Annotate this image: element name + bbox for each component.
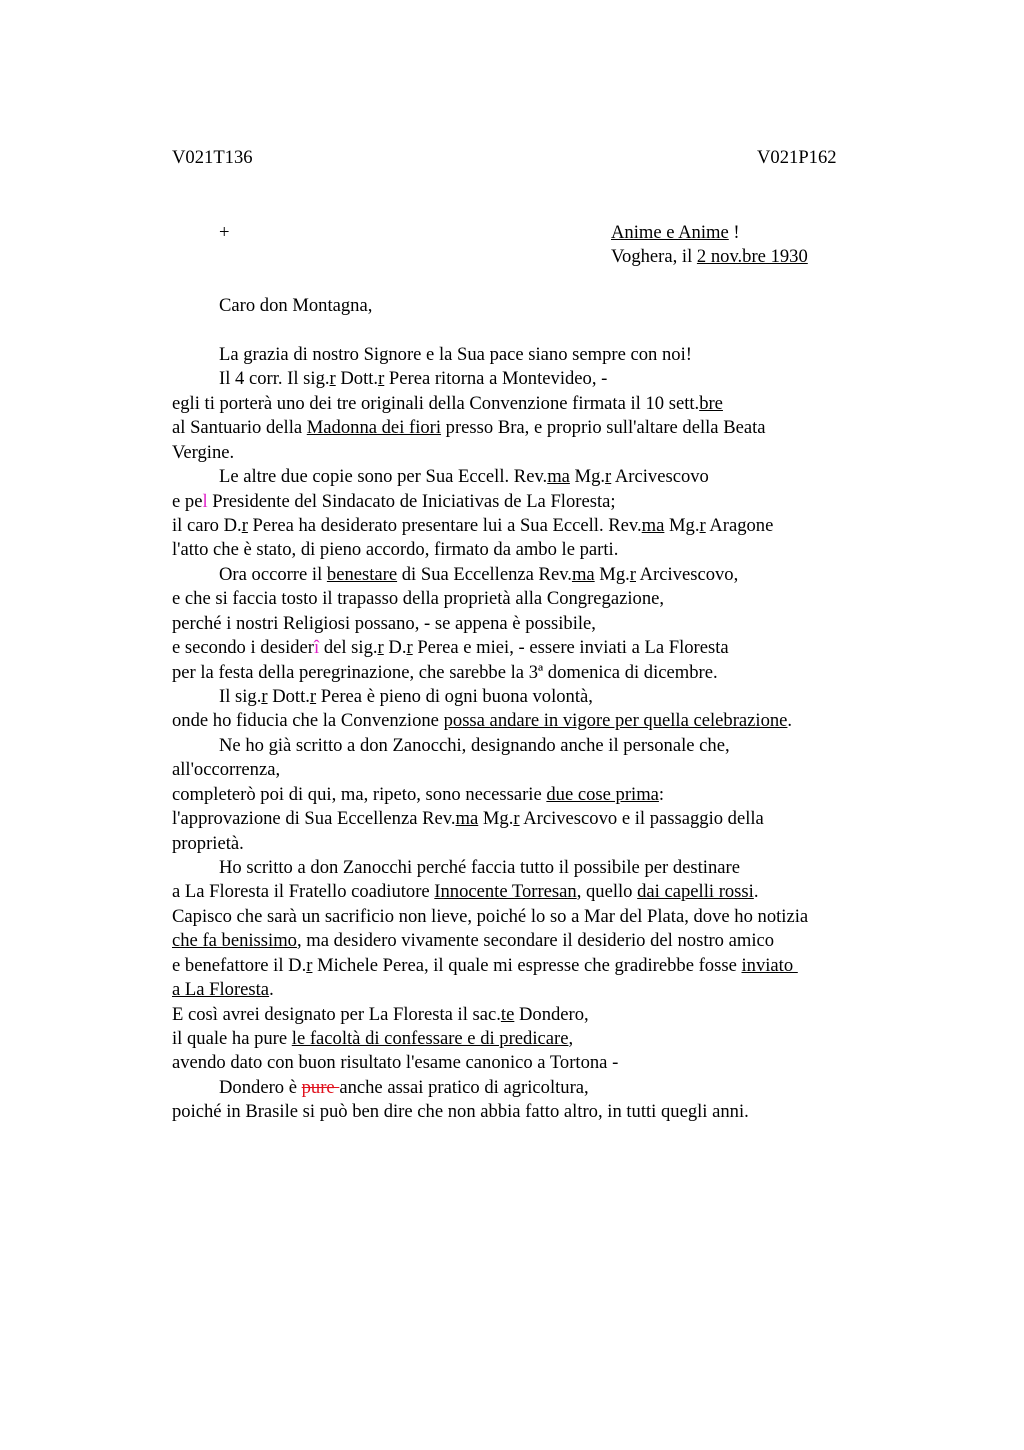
letter-line [172, 1027, 573, 1051]
text-segment: due cose prima [546, 784, 659, 805]
text-segment: Perea ha desiderato presentare lui a Sua Eccell. Rev. [247, 515, 642, 536]
text-segment: anche assai pratico di agricoltura, [339, 1077, 589, 1098]
text-segment: le facoltà di confessare e di predicare [291, 1028, 569, 1049]
letter-line [172, 514, 773, 538]
text-segment: Dondero è [219, 1077, 302, 1098]
letter-line [219, 1076, 589, 1100]
text-segment: , [568, 1028, 574, 1049]
text-segment: , quello [576, 881, 638, 902]
letter-line [172, 978, 274, 1002]
text-segment: Arcivescovo [611, 466, 709, 487]
text-segment: a La Floresta il Fratello coadiutore [172, 881, 435, 902]
text-segment: il quale ha pure [172, 1028, 292, 1049]
text-segment: al Santuario della [172, 417, 307, 438]
text-segment: e secondo i desider [172, 637, 314, 658]
text-segment: Mg. [569, 466, 606, 487]
text-segment: Dott. [335, 368, 379, 389]
text-segment: ma [571, 564, 595, 585]
text-segment: di Sua Eccellenza Rev. [397, 564, 572, 585]
date: 2 nov.bre 1930 [696, 246, 808, 267]
text-segment: : [658, 784, 665, 805]
text-segment: Vergine. [172, 442, 235, 463]
text-segment: r [329, 368, 336, 389]
text-segment: Il 4 corr. Il sig. [219, 368, 330, 389]
letter-line [172, 587, 664, 611]
letter-line [172, 954, 798, 978]
text-segment: l [202, 491, 208, 512]
text-segment: , ma desidero vivamente secondare il desiderio del nostro amico [296, 930, 775, 951]
text-segment: Ora occorre il [219, 564, 327, 585]
text-segment: egli ti porterà uno dei tre originali della Convenzione firmata il 10 sett. [172, 393, 700, 414]
letter-line [172, 538, 618, 562]
place-date [611, 245, 808, 269]
text-segment: La grazia di nostro Signore e la Sua pace siano sempre con noi! [219, 344, 692, 365]
text-segment: Presidente del Sindacato de Iniciativas de La Floresta; [207, 491, 616, 512]
text-segment: a La Floresta [172, 979, 270, 1000]
text-segment: ma [547, 466, 570, 487]
text-segment: r [261, 686, 268, 707]
header-left-code: V021T136 [172, 147, 253, 168]
text-segment: Madonna dei fiori [306, 417, 442, 438]
text-segment: proprietà. [172, 833, 244, 854]
text-segment: r [306, 955, 313, 976]
header-right-code: V021P162 [757, 147, 837, 168]
text-segment: pure [301, 1077, 340, 1098]
letter-line [219, 856, 740, 880]
text-segment: ma [641, 515, 665, 536]
text-segment: l'approvazione di Sua Eccellenza Rev. [172, 808, 456, 829]
text-segment: r [309, 686, 317, 707]
cross-symbol: + [219, 222, 230, 243]
text-segment: perché i nostri Religiosi possano, - se appena è possibile, [172, 613, 596, 634]
text-segment: . [787, 710, 793, 731]
text-segment: Capisco che sarà un sacrificio non lieve, poiché lo so a Mar del Plata, dove ho notizia [172, 906, 809, 927]
text-segment: Mg. [594, 564, 630, 585]
letter-line [172, 905, 808, 929]
text-segment: Aragone [705, 515, 774, 536]
text-segment: Perea e miei, - essere inviati a La Floresta [412, 637, 729, 658]
text-segment: bre [699, 393, 723, 414]
text-segment: benestare [326, 564, 398, 585]
letter-line [172, 416, 766, 440]
text-segment: possa andare in vigore per quella celebrazione [443, 710, 788, 731]
text-segment: r [699, 515, 706, 536]
text-segment: e benefattore il D. [172, 955, 307, 976]
text-segment: Il sig. [219, 686, 262, 707]
letter-line [172, 441, 234, 465]
text-segment: e pe [172, 491, 203, 512]
text-segment: Michele Perea, il quale mi espresse che gradirebbe fosse [312, 955, 742, 976]
text-segment: Perea ritorna a Montevideo, - [384, 368, 608, 389]
letter-line [219, 734, 730, 758]
text-segment: r [605, 466, 612, 487]
motto-text: Anime e Anime [611, 222, 729, 243]
text-segment: r [377, 637, 384, 658]
text-segment: Innocente Torresan [434, 881, 577, 902]
text-segment: te [500, 1004, 515, 1025]
text-segment: Le altre due copie sono per Sua Eccell. Rev. [219, 466, 548, 487]
text-segment: del sig. [319, 637, 378, 658]
text-segment: D. [383, 637, 407, 658]
motto [611, 221, 740, 245]
letter-line [219, 343, 692, 367]
text-segment: onde ho fiducia che la Convenzione [172, 710, 444, 731]
text-segment: all'occorrenza, [172, 759, 281, 780]
text-segment: ma [455, 808, 479, 829]
letter-line [219, 685, 593, 709]
text-segment: avendo dato con buon risultato l'esame canonico a Tortona - [172, 1052, 619, 1073]
text-segment: . [753, 881, 759, 902]
letter-line [172, 636, 729, 660]
text-segment: r [513, 808, 520, 829]
text-segment: r [629, 564, 636, 585]
letter-line [219, 465, 709, 489]
text-segment: Mg. [478, 808, 514, 829]
text-segment: e che si faccia tosto il trapasso della proprietà alla Congregazione, [172, 588, 665, 609]
text-segment: Mg. [664, 515, 700, 536]
letter-line [172, 709, 792, 733]
salutation: Caro don Montagna, [219, 295, 373, 316]
letter-line [172, 661, 718, 685]
text-segment: completerò poi di qui, ma, ripeto, sono necessarie [172, 784, 547, 805]
text-segment: Arcivescovo e il passaggio della [519, 808, 764, 829]
letter-line [172, 929, 774, 953]
letter-line [172, 1100, 749, 1124]
text-segment: l'atto che è stato, di pieno accordo, firmato da ambo le parti. [172, 539, 619, 560]
text-segment: poiché in Brasile si può ben dire che non abbia fatto altro, in tutti quegli anni. [172, 1101, 749, 1122]
text-segment: r [378, 368, 385, 389]
text-segment: presso Bra, e proprio sull'altare della Beata [441, 417, 766, 438]
text-segment: il caro D. [172, 515, 242, 536]
letter-line [172, 832, 244, 856]
text-segment: per la festa della peregrinazione, che sarebbe la 3ª domenica di dicembre. [172, 662, 718, 683]
text-segment: r [406, 637, 413, 658]
letter-line [219, 367, 607, 391]
letter-line [219, 563, 738, 587]
letter-line [172, 1003, 589, 1027]
text-segment: che fa benissimo [172, 930, 297, 951]
text-segment: î [314, 637, 320, 658]
text-segment: r [241, 515, 248, 536]
motto-punct: ! [728, 222, 740, 243]
letter-line [172, 880, 758, 904]
letter-line [172, 1051, 618, 1075]
text-segment: dai capelli rossi [637, 881, 754, 902]
text-segment: Dondero, [514, 1004, 589, 1025]
text-segment: Arcivescovo, [636, 564, 739, 585]
text-segment: Dott. [267, 686, 310, 707]
text-segment: E così avrei designato per La Floresta il sac. [172, 1004, 501, 1025]
text-segment: inviato [741, 955, 798, 976]
text-segment: Perea è pieno di ogni buona volontà, [316, 686, 593, 707]
place-prefix: Voghera, il [611, 246, 697, 267]
letter-line [172, 807, 764, 831]
letter-line [172, 783, 664, 807]
text-segment: Ne ho già scritto a don Zanocchi, designando anche il personale che, [219, 735, 730, 756]
letter-line [172, 758, 280, 782]
letter-line [172, 392, 723, 416]
letter-line [172, 490, 616, 514]
text-segment: . [269, 979, 274, 1000]
letter-line [172, 612, 596, 636]
text-segment: Ho scritto a don Zanocchi perché faccia tutto il possibile per destinare [219, 857, 740, 878]
